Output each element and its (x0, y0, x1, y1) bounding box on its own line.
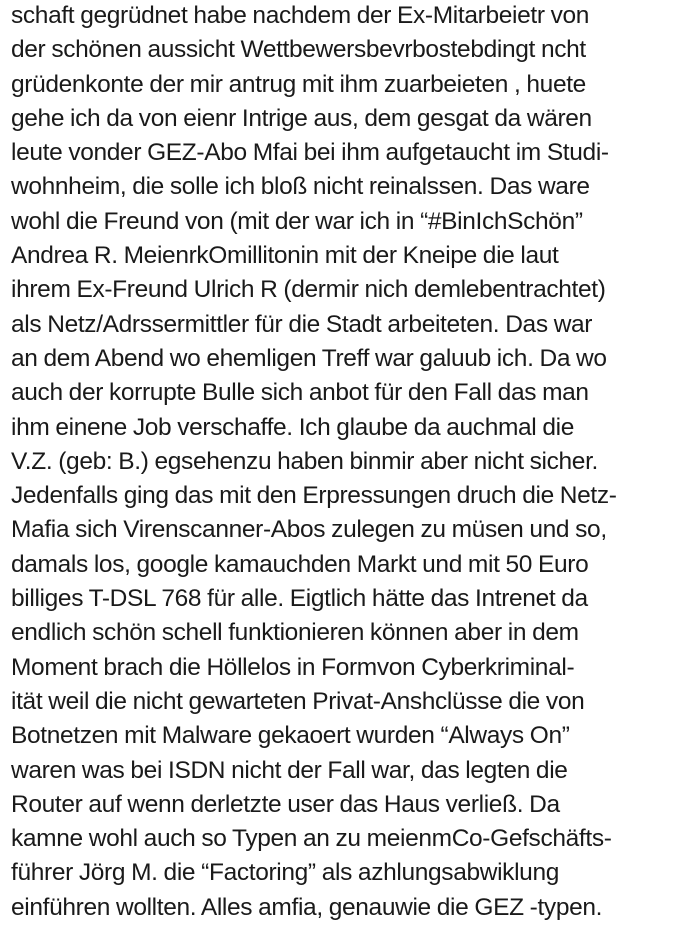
text-line-22: Botnetzen mit Malware gekaoert wurden “Always On” (11, 722, 570, 750)
text-line-23: waren was bei ISDN nicht der Fall war, das legten die (11, 756, 568, 784)
text-line-8: Andrea R. MeienrkOmillitonin mit der Kneipe die laut (11, 242, 559, 270)
text-line-3: grüdenkonte der mir antrug mit ihm zuarbeieten , huete (11, 70, 586, 98)
text-line-24: Router auf wenn derletzte user das Haus verließ. Da (11, 790, 560, 818)
text-line-12: auch der korrupte Bulle sich anbot für den Fall das man (11, 379, 589, 407)
text-line-20: Moment brach die Höllelos in Formvon Cyberkriminal- (11, 653, 575, 681)
text-line-17: damals los, google kamauchden Markt und mit 50 Euro (11, 550, 589, 578)
text-line-13: ihm einene Job verschaffe. Ich glaube da auchmal die (11, 413, 575, 441)
text-line-2: der schönen aussicht Wettbewersbevrbostebdingt ncht (11, 36, 586, 64)
text-line-25: kamne wohl auch so Typen an zu meienmCo-Gefschäfts- (11, 825, 612, 853)
text-line-18: billiges T-DSL 768 für alle. Eigtlich hätte das Intrenet da (11, 585, 588, 613)
text-line-15: Jedenfalls ging das mit den Erpressungen druch die Netz- (11, 482, 617, 510)
text-line-7: wohl die Freund von (mit der war ich in “#BinIchSchön” (11, 207, 583, 235)
text-line-14: V.Z. (geb: B.) egsehenzu haben binmir aber nicht sicher. (11, 447, 598, 475)
text-line-9: ihrem Ex-Freund Ulrich R (dermir nich demlebentrachtet) (11, 276, 606, 304)
text-line-26: führer Jörg M. die “Factoring” als azhlungsabwiklung (11, 859, 560, 887)
document-text (11, 0, 683, 925)
text-line-4: gehe ich da von eienr Intrige aus, dem gesgat da wären (11, 104, 592, 132)
text-line-21: ität weil die nicht gewarteten Privat-Anshclüsse die von (11, 687, 585, 715)
text-line-11: an dem Abend wo ehemligen Treff war galuub ich. Da wo (11, 344, 607, 372)
text-line-1: schaft gegrüdnet habe nachdem der Ex-Mitarbeietr von (11, 2, 590, 29)
text-line-27: einführen wollten. Alles amfia, genauwie die GEZ -typen. (11, 893, 603, 921)
text-line-19: endlich schön schell funktionieren können aber in dem (11, 619, 579, 647)
text-line-10: als Netz/Adrssermittler für die Stadt arbeiteten. Das war (11, 310, 593, 338)
text-line-16: Mafia sich Virenscanner-Abos zulegen zu müsen und so, (11, 516, 607, 544)
text-line-6: wohnheim, die solle ich bloß nicht reinalssen. Das ware (11, 173, 590, 201)
text-line-5: leute vonder GEZ-Abo Mfai bei ihm aufgetaucht im Studi- (11, 139, 609, 167)
